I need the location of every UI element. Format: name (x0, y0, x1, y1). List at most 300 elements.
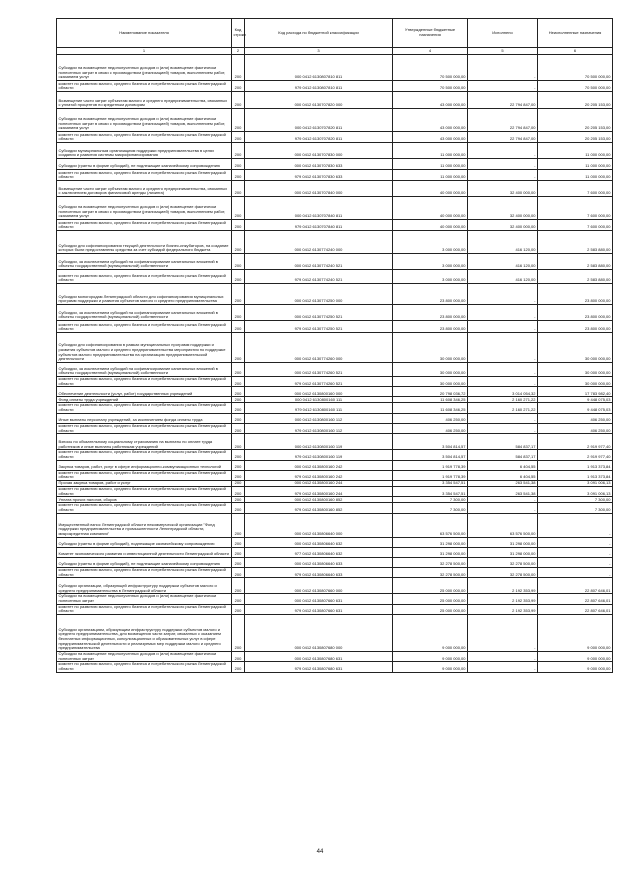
row-unexecuted: 11 000 000,00 (538, 170, 613, 181)
row-classification-code: 000 0412 6130774260 521 (245, 363, 393, 377)
row-name: Субсидии на возмещение недополученных доходов и (или) возмещение фактически понесенных затрат в связи с производством (реализацией) товаров, выполнением работ, оказанием услуг (57, 109, 232, 132)
row-executed: 31 298 000,00 (468, 547, 538, 557)
column-number: 4 (393, 48, 468, 55)
table-row (57, 132, 613, 143)
row-classification-code: 000 0412 6130774250 000 (245, 284, 393, 305)
row-line-code: 200 (232, 487, 245, 497)
row-classification-code: 000 0412 6130707840 811 (245, 197, 393, 220)
row-line-code: 200 (232, 423, 245, 433)
table-row (57, 81, 613, 92)
row-name: Уплата прочих налогов, сборов (57, 497, 232, 503)
row-classification-code: 000 0412 6130800160 242 (245, 460, 393, 470)
row-name: комитет по развитию малого, среднего бизнеса и потребительского рынка Ленинградской области (57, 487, 232, 497)
row-line-code: 200 (232, 662, 245, 672)
row-approved: 40 000 000,00 (393, 181, 468, 197)
row-name: Субсидии организациям, образующим инфраструктуру поддержки субъектов малого и среднего предпринимательства, для возмещения части затрат, связанных с оказанием бесплатных информационных, консультационных и образовательных услуг в сфере предпринимательской деятельности и реализуемых мер поддержки малого и среднего предпринимательства (57, 615, 232, 652)
row-line-code: 200 (232, 284, 245, 305)
row-name: Комитет экономического развития и инвестиционной деятельности Ленинградской области (57, 547, 232, 557)
table-row (57, 615, 613, 652)
row-unexecuted: 2 919 977,40 (538, 450, 613, 460)
row-name: комитет по развитию малого, среднего бизнеса и потребительского рынка Ленинградской области (57, 503, 232, 513)
row-unexecuted: 7 600 000,00 (538, 197, 613, 220)
row-classification-code: 979 0412 6130800160 852 (245, 503, 393, 513)
row-classification-code: 000 0412 6130707820 000 (245, 92, 393, 109)
table-row (57, 109, 613, 132)
row-executed: 416 120,00 (468, 231, 538, 254)
table-row (57, 181, 613, 197)
table-row (57, 434, 613, 450)
row-approved: 25 000 000,00 (393, 604, 468, 614)
row-unexecuted: 7 300,00 (538, 503, 613, 513)
row-line-code: 200 (232, 460, 245, 470)
column-number: 1 (57, 48, 232, 55)
row-line-code: 200 (232, 470, 245, 480)
row-classification-code: 979 0412 6130806640 633 (245, 567, 393, 577)
row-executed: 263 541,38 (468, 481, 538, 487)
row-approved: 40 000 000,00 (393, 197, 468, 220)
row-unexecuted: 70 500 000,00 (538, 55, 613, 81)
header-approved: Утвержденные бюджетные назначения (393, 19, 468, 48)
row-executed: - (468, 170, 538, 181)
table-row (57, 460, 613, 470)
row-line-code: 200 (232, 363, 245, 377)
row-classification-code: 979 0412 6130774240 521 (245, 270, 393, 284)
row-executed: 32 400 000,00 (468, 220, 538, 231)
row-unexecuted: 22 807 646,01 (538, 604, 613, 614)
row-executed: 2 192 353,99 (468, 604, 538, 614)
row-classification-code: 000 0412 6130707840 000 (245, 181, 393, 197)
row-approved: 406 250,00 (393, 413, 468, 423)
row-approved: 30 000 000,00 (393, 363, 468, 377)
row-approved: 11 608 346,25 (393, 403, 468, 413)
row-line-code: 200 (232, 305, 245, 321)
row-line-code: 200 (232, 481, 245, 487)
row-line-code: 200 (232, 333, 245, 363)
row-unexecuted: 9 000 000,00 (538, 652, 613, 662)
row-classification-code: 000 0412 6130774240 000 (245, 231, 393, 254)
row-name: комитет по развитию малого, среднего бизнеса и потребительского рынка Ленинградской области (57, 423, 232, 433)
row-executed: 22 794 847,00 (468, 132, 538, 143)
row-unexecuted: 20 205 153,00 (538, 132, 613, 143)
row-name: Субсидии для софинансирования текущей деятельности бизнес-инкубаторов, на создание которых были предоставлены средства за счет субсидий федерального бюджета (57, 231, 232, 254)
row-executed: 2 160 271,22 (468, 397, 538, 403)
row-unexecuted: 2 919 977,40 (538, 434, 613, 450)
row-executed: 32 278 500,00 (468, 557, 538, 567)
table-row (57, 270, 613, 284)
row-classification-code: 000 0412 6130774240 521 (245, 254, 393, 270)
row-classification-code: 979 0412 6130800160 111 (245, 403, 393, 413)
row-line-code: 200 (232, 377, 245, 387)
table-row (57, 284, 613, 305)
table-row (57, 363, 613, 377)
row-executed: - (468, 143, 538, 159)
row-line-code: 200 (232, 450, 245, 460)
row-approved: 23 800 000,00 (393, 321, 468, 333)
row-line-code: 200 (232, 197, 245, 220)
table-row (57, 662, 613, 672)
table-row (57, 578, 613, 594)
column-number-row (57, 48, 613, 55)
table-row (57, 387, 613, 397)
row-classification-code: 000 0412 6130800160 111 (245, 397, 393, 403)
table-row (57, 594, 613, 604)
row-unexecuted: 9 448 075,03 (538, 397, 613, 403)
header-indicator-name: Наименование показателя (57, 19, 232, 48)
row-executed: 416 120,00 (468, 270, 538, 284)
row-executed: 584 837,17 (468, 434, 538, 450)
row-unexecuted: 3 091 006,13 (538, 481, 613, 487)
row-unexecuted: - (538, 567, 613, 577)
row-executed: 6 404,55 (468, 460, 538, 470)
row-line-code: 200 (232, 497, 245, 503)
table-row (57, 231, 613, 254)
row-approved: 25 000 000,00 (393, 578, 468, 594)
row-classification-code: 000 0412 6130806640 000 (245, 513, 393, 537)
row-line-code: 200 (232, 557, 245, 567)
row-executed: - (468, 363, 538, 377)
row-unexecuted: - (538, 537, 613, 547)
row-name: Фонд оплаты труда учреждений (57, 397, 232, 403)
row-line-code: 200 (232, 220, 245, 231)
row-classification-code: 000 0412 6130800160 112 (245, 413, 393, 423)
table-row (57, 604, 613, 614)
row-line-code: 200 (232, 270, 245, 284)
row-name: комитет по развитию малого, среднего бизнеса и потребительского рынка Ленинградской области (57, 270, 232, 284)
row-unexecuted: 9 000 000,00 (538, 615, 613, 652)
table-row (57, 470, 613, 480)
row-name: комитет по развитию малого, среднего бизнеса и потребительского рынка Ленинградской области (57, 662, 232, 672)
table-row (57, 333, 613, 363)
row-line-code: 200 (232, 92, 245, 109)
row-unexecuted: 20 205 153,00 (538, 92, 613, 109)
row-classification-code: 979 0412 6130800160 244 (245, 487, 393, 497)
row-classification-code: 000 0412 6130806640 633 (245, 557, 393, 567)
row-approved: 3 504 814,57 (393, 450, 468, 460)
row-unexecuted: 23 800 000,00 (538, 284, 613, 305)
row-name: Субсидии организации, образующей инфраструктуру поддержки субъектов малого и среднего предпринимательства в Ленинградской области (57, 578, 232, 594)
table-row (57, 652, 613, 662)
page-number: 44 (316, 849, 324, 855)
table-row (57, 254, 613, 270)
row-classification-code: 000 0412 6130707830 633 (245, 159, 393, 170)
row-approved: 63 576 500,00 (393, 513, 468, 537)
row-name: Субсидии (гранты в форме субсидий), не подлежащие казначейскому сопровождению (57, 557, 232, 567)
row-approved: 25 000 000,00 (393, 594, 468, 604)
table-header-row (57, 19, 613, 48)
row-executed: 584 837,17 (468, 450, 538, 460)
row-executed: - (468, 423, 538, 433)
row-unexecuted: 406 250,00 (538, 423, 613, 433)
row-classification-code: 000 0412 6130800160 244 (245, 481, 393, 487)
row-approved: 9 000 000,00 (393, 615, 468, 652)
row-approved: 11 000 000,00 (393, 143, 468, 159)
row-approved: 70 500 000,00 (393, 55, 468, 81)
table-row (57, 557, 613, 567)
row-line-code: 200 (232, 81, 245, 92)
row-line-code: 200 (232, 254, 245, 270)
row-unexecuted: 9 448 075,03 (538, 403, 613, 413)
row-line-code: 200 (232, 321, 245, 333)
table-row (57, 413, 613, 423)
row-line-code: 200 (232, 159, 245, 170)
row-unexecuted: 11 000 000,00 (538, 159, 613, 170)
row-name: комитет по развитию малого, среднего бизнеса и потребительского рынка Ленинградской области (57, 81, 232, 92)
row-classification-code: 000 0412 6130807660 631 (245, 594, 393, 604)
row-executed: - (468, 55, 538, 81)
row-line-code: 200 (232, 503, 245, 513)
row-name: комитет по развитию малого, среднего бизнеса и потребительского рынка Ленинградской области (57, 321, 232, 333)
row-approved: 9 000 000,00 (393, 652, 468, 662)
row-unexecuted: 20 205 153,00 (538, 109, 613, 132)
row-classification-code: 979 0412 6130807660 631 (245, 604, 393, 614)
row-line-code: 200 (232, 578, 245, 594)
row-line-code: 200 (232, 615, 245, 652)
row-approved: 31 298 000,00 (393, 547, 468, 557)
table-row (57, 513, 613, 537)
row-approved: 43 000 000,00 (393, 92, 468, 109)
row-unexecuted: 22 807 646,01 (538, 578, 613, 594)
row-approved: 32 278 500,00 (393, 567, 468, 577)
row-approved: 7 300,00 (393, 497, 468, 503)
row-classification-code: 000 0412 6130806640 632 (245, 537, 393, 547)
row-name: Возмещение части затрат субъектам малого и среднего предпринимательства, связанных с заключением договоров финансовой аренды (лизинга) (57, 181, 232, 197)
row-unexecuted: 30 000 000,00 (538, 377, 613, 387)
row-classification-code: 000 0412 6130774260 000 (245, 333, 393, 363)
row-name: Взносы по обязательному социальному страхованию на выплаты по оплате труда работников и иные выплаты работникам учреждений (57, 434, 232, 450)
row-line-code: 200 (232, 652, 245, 662)
table-row (57, 487, 613, 497)
row-unexecuted: 23 800 000,00 (538, 321, 613, 333)
row-line-code: 200 (232, 109, 245, 132)
table-row (57, 537, 613, 547)
row-name: комитет по развитию малого, среднего бизнеса и потребительского рынка Ленинградской области (57, 132, 232, 143)
row-unexecuted: 7 600 000,00 (538, 220, 613, 231)
row-approved: 1 919 778,39 (393, 460, 468, 470)
row-classification-code: 979 0412 6130800160 242 (245, 470, 393, 480)
row-name: Субсидии на возмещение недополученных доходов и (или) возмещение фактически понесенных затрат в связи с производством (реализацией) товаров, выполнением работ, оказанием услуг (57, 55, 232, 81)
budget-report-sheet (56, 18, 612, 673)
table-row (57, 55, 613, 81)
row-executed: 32 400 000,00 (468, 197, 538, 220)
table-row (57, 547, 613, 557)
row-line-code: 200 (232, 387, 245, 397)
row-line-code: 200 (232, 537, 245, 547)
row-executed: 3 014 054,32 (468, 387, 538, 397)
row-name: Субсидии, за исключением субсидий на софинансирование капитальных вложений в объекты государственной (муниципальной) собственности (57, 305, 232, 321)
row-classification-code: 000 0412 6130707820 811 (245, 109, 393, 132)
row-executed: 63 576 500,00 (468, 513, 538, 537)
row-classification-code: 979 0412 6130774250 521 (245, 321, 393, 333)
row-name: Иные выплаты персоналу учреждений, за исключением фонда оплаты труда (57, 413, 232, 423)
row-name: Субсидии муниципальным организациям поддержки предпринимательства в целях создания и развития системы микрофинансирования (57, 143, 232, 159)
row-name: комитет по развитию малого, среднего бизнеса и потребительского рынка Ленинградской области (57, 567, 232, 577)
row-line-code: 200 (232, 170, 245, 181)
row-approved: 11 608 346,25 (393, 397, 468, 403)
row-unexecuted: 70 500 000,00 (538, 81, 613, 92)
table-row (57, 403, 613, 413)
row-approved: 3 000 000,00 (393, 270, 468, 284)
row-classification-code: 000 0412 6130707830 000 (245, 143, 393, 159)
row-classification-code: 000 0412 6130807810 811 (245, 55, 393, 81)
row-classification-code: 979 0412 6130774260 521 (245, 377, 393, 387)
row-classification-code: 000 0412 6130800160 000 (245, 387, 393, 397)
row-unexecuted: 2 583 880,00 (538, 254, 613, 270)
column-number: 3 (245, 48, 393, 55)
row-approved: 43 000 000,00 (393, 132, 468, 143)
row-executed: - (468, 159, 538, 170)
row-approved: 23 800 000,00 (393, 284, 468, 305)
row-name: Возмещение части затрат субъектам малого и среднего предпринимательства, связанных с уплатой процентов по кредитным договорам (57, 92, 232, 109)
row-approved: 3 354 547,51 (393, 481, 468, 487)
table-row (57, 450, 613, 460)
row-unexecuted: 30 000 000,00 (538, 363, 613, 377)
table-row (57, 567, 613, 577)
row-unexecuted: 11 000 000,00 (538, 143, 613, 159)
row-line-code: 200 (232, 55, 245, 81)
column-number: 2 (232, 48, 245, 55)
row-executed: - (468, 497, 538, 503)
row-unexecuted: 1 913 373,84 (538, 460, 613, 470)
row-name: Прочая закупка товаров, работ и услуг (57, 481, 232, 487)
row-approved: 23 800 000,00 (393, 305, 468, 321)
row-classification-code: 000 0412 6130807660 000 (245, 578, 393, 594)
table-row (57, 321, 613, 333)
row-classification-code: 000 0412 6130807680 631 (245, 652, 393, 662)
table-row (57, 305, 613, 321)
row-executed: 2 192 353,99 (468, 578, 538, 594)
row-unexecuted: - (538, 557, 613, 567)
row-approved: 3 354 547,51 (393, 487, 468, 497)
row-executed: - (468, 333, 538, 363)
row-approved: 7 300,00 (393, 503, 468, 513)
row-executed: - (468, 81, 538, 92)
row-approved: 31 298 000,00 (393, 537, 468, 547)
row-line-code: 200 (232, 403, 245, 413)
row-line-code: 200 (232, 547, 245, 557)
row-executed: 416 120,00 (468, 254, 538, 270)
row-classification-code: 979 0412 6130707830 633 (245, 170, 393, 181)
row-executed: 2 192 353,99 (468, 594, 538, 604)
row-classification-code: 979 0412 6130800160 119 (245, 450, 393, 460)
row-executed: 6 404,55 (468, 470, 538, 480)
row-executed: - (468, 305, 538, 321)
row-approved: 406 250,00 (393, 423, 468, 433)
row-executed: 263 541,38 (468, 487, 538, 497)
row-approved: 30 000 000,00 (393, 377, 468, 387)
row-unexecuted: - (538, 513, 613, 537)
row-name: Субсидии на возмещение недополученных доходов и (или) возмещение фактически понесенных затрат (57, 652, 232, 662)
row-classification-code: 979 0412 6130707820 811 (245, 132, 393, 143)
row-name: комитет по развитию малого, среднего бизнеса и потребительского рынка Ленинградской области (57, 403, 232, 413)
row-classification-code: 000 0412 6130800160 119 (245, 434, 393, 450)
row-classification-code: 000 0412 6130774250 521 (245, 305, 393, 321)
row-line-code: 200 (232, 143, 245, 159)
column-number: 6 (538, 48, 613, 55)
table-row (57, 92, 613, 109)
row-classification-code: 000 0412 6130800160 852 (245, 497, 393, 503)
row-unexecuted: 2 583 880,00 (538, 270, 613, 284)
row-line-code: 200 (232, 413, 245, 423)
row-executed: - (468, 615, 538, 652)
row-name: Субсидии моногородам Ленинградской области для софинансирования муниципальных программ поддержки и развития субъектов малого и среднего предпринимательства (57, 284, 232, 305)
row-executed: - (468, 662, 538, 672)
row-unexecuted: 7 600 000,00 (538, 181, 613, 197)
row-executed: 2 160 271,22 (468, 403, 538, 413)
row-name: Субсидии, за исключением субсидий на софинансирование капитальных вложений в объекты государственной (муниципальной) собственности (57, 363, 232, 377)
row-line-code: 200 (232, 513, 245, 537)
table-row (57, 503, 613, 513)
row-approved: 40 000 000,00 (393, 220, 468, 231)
row-executed: 32 278 500,00 (468, 567, 538, 577)
row-name: Субсидии для софинансирования в рамках муниципальных программ поддержки и развития субъектов малого и среднего предпринимательства мероприятия по поддержке субъектов малого предпринимательства на организацию предпринимательской деятельности (57, 333, 232, 363)
row-executed: 31 298 000,00 (468, 537, 538, 547)
column-number: 5 (468, 48, 538, 55)
row-name: Субсидии на возмещение недополученных доходов и (или) возмещение фактически понесенных затрат (57, 594, 232, 604)
budget-execution-table (56, 18, 613, 673)
row-unexecuted: 30 000 000,00 (538, 333, 613, 363)
row-approved: 20 798 036,72 (393, 387, 468, 397)
row-approved: 43 000 000,00 (393, 109, 468, 132)
row-approved: 32 278 500,00 (393, 557, 468, 567)
row-name: Закупка товаров, работ, услуг в сфере информационно-коммуникационных технологий (57, 460, 232, 470)
row-name: комитет по развитию малого, среднего бизнеса и потребительского рынка Ленинградской области (57, 377, 232, 387)
row-classification-code: 979 0412 6130707840 811 (245, 220, 393, 231)
row-name: комитет по развитию малого, среднего бизнеса и потребительского рынка Ленинградской области (57, 170, 232, 181)
row-line-code: 200 (232, 231, 245, 254)
row-line-code: 200 (232, 132, 245, 143)
row-unexecuted: 9 000 000,00 (538, 662, 613, 672)
row-executed: 22 794 847,00 (468, 109, 538, 132)
row-unexecuted: - (538, 547, 613, 557)
row-approved: 9 000 000,00 (393, 662, 468, 672)
row-unexecuted: 17 783 982,40 (538, 387, 613, 397)
row-executed: 32 400 000,00 (468, 181, 538, 197)
table-row (57, 377, 613, 387)
header-classification-code: Код расхода по бюджетной классификации (245, 19, 393, 48)
row-line-code: 200 (232, 567, 245, 577)
row-classification-code: 979 0412 6130807810 811 (245, 81, 393, 92)
row-name: комитет по развитию малого, среднего бизнеса и потребительского рынка Ленинградской области (57, 604, 232, 614)
row-classification-code: 977 0412 6130806640 632 (245, 547, 393, 557)
row-executed: - (468, 503, 538, 513)
row-approved: 1 919 778,39 (393, 470, 468, 480)
row-name: комитет по развитию малого, среднего бизнеса и потребительского рынка Ленинградской области (57, 450, 232, 460)
row-approved: 3 000 000,00 (393, 254, 468, 270)
row-executed: - (468, 321, 538, 333)
table-row (57, 423, 613, 433)
row-classification-code: 979 0412 6130807680 631 (245, 662, 393, 672)
row-approved: 11 000 000,00 (393, 170, 468, 181)
row-name: Субсидии на возмещение недополученных доходов и (или) возмещение фактически понесенных затрат в связи с производством (реализацией) товаров, выполнением работ, оказанием услуг (57, 197, 232, 220)
row-approved: 3 000 000,00 (393, 231, 468, 254)
row-classification-code: 979 0412 6130800160 112 (245, 423, 393, 433)
row-approved: 3 504 814,57 (393, 434, 468, 450)
row-name: Субсидии (гранты в форме субсидий), подлежащие казначейскому сопровождению (57, 537, 232, 547)
table-row (57, 143, 613, 159)
row-line-code: 200 (232, 397, 245, 403)
row-approved: 11 000 000,00 (393, 159, 468, 170)
row-name: Имущественный взнос Ленинградской области некоммерческой организации "Фонд поддержки предпринимательства и промышленности Ленинградской области, микрокредитная компания" (57, 513, 232, 537)
row-classification-code: 000 0412 6130807680 000 (245, 615, 393, 652)
row-line-code: 200 (232, 594, 245, 604)
row-executed: - (468, 652, 538, 662)
row-unexecuted: 22 807 646,01 (538, 594, 613, 604)
header-executed: Исполнено (468, 19, 538, 48)
row-name: комитет по развитию малого, среднего бизнеса и потребительского рынка Ленинградской области (57, 470, 232, 480)
row-line-code: 200 (232, 434, 245, 450)
row-unexecuted: 2 583 880,00 (538, 231, 613, 254)
table-row (57, 159, 613, 170)
